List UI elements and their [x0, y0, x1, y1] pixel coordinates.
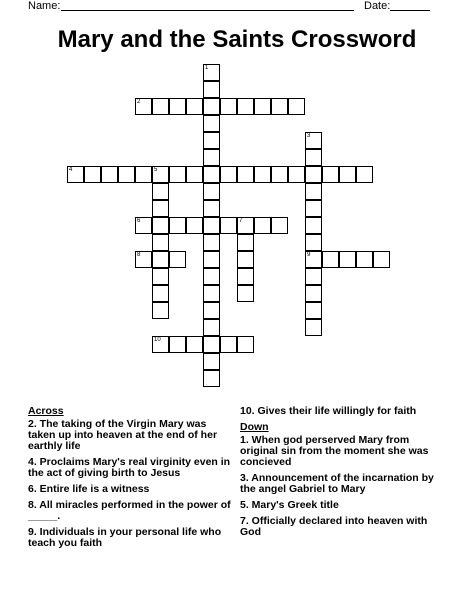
- grid-cell[interactable]: [135, 166, 152, 183]
- grid-cell[interactable]: [305, 200, 322, 217]
- grid-cell[interactable]: [186, 166, 203, 183]
- grid-cell[interactable]: [237, 336, 254, 353]
- grid-cell[interactable]: [101, 166, 118, 183]
- grid-cell[interactable]: [271, 166, 288, 183]
- grid-cell[interactable]: [203, 132, 220, 149]
- grid-cell[interactable]: [152, 166, 169, 183]
- grid-cell[interactable]: [288, 98, 305, 115]
- clues-column-right: [240, 406, 445, 543]
- clue-across-6: 6. Entire life is a witness: [28, 483, 150, 495]
- grid-cell[interactable]: [237, 217, 254, 234]
- grid-cell[interactable]: [135, 251, 152, 268]
- clue-down-1: 1. When god perserved Mary from original sin from the moment she was concieved: [240, 434, 429, 468]
- grid-cell[interactable]: [135, 98, 152, 115]
- grid-cell[interactable]: [186, 336, 203, 353]
- grid-cell[interactable]: [203, 149, 220, 166]
- clue-number: 8: [137, 252, 141, 258]
- grid-cell[interactable]: [203, 268, 220, 285]
- grid-cell[interactable]: [220, 166, 237, 183]
- grid-cell[interactable]: [203, 336, 220, 353]
- grid-cell[interactable]: [152, 234, 169, 251]
- grid-cell[interactable]: [373, 251, 390, 268]
- grid-cell[interactable]: [339, 166, 356, 183]
- grid-cell[interactable]: [135, 217, 152, 234]
- clue-number: 2: [137, 99, 141, 105]
- grid-cell[interactable]: [203, 234, 220, 251]
- clue-across-2: 2. The taking of the Virgin Mary was taken up into heaven at the end of her earthly life: [28, 418, 218, 452]
- grid-cell[interactable]: [339, 251, 356, 268]
- grid-cell[interactable]: [152, 98, 169, 115]
- grid-cell[interactable]: [152, 200, 169, 217]
- grid-cell[interactable]: [305, 183, 322, 200]
- grid-cell[interactable]: [203, 115, 220, 132]
- grid-cell[interactable]: [118, 166, 135, 183]
- clues-column-left: [28, 406, 233, 554]
- clue-down-3: 3. Announcement of the incarnation by the angel Gabriel to Mary: [240, 472, 434, 495]
- grid-cell[interactable]: [203, 370, 220, 387]
- clue-across-4: 4. Proclaims Mary's real virginity even in the act of giving birth to Jesus: [28, 456, 231, 479]
- grid-cell[interactable]: [305, 234, 322, 251]
- grid-cell[interactable]: [254, 166, 271, 183]
- grid-cell[interactable]: [305, 302, 322, 319]
- clue-number: 7: [239, 218, 243, 224]
- clue-across-10: 10. Gives their life willingly for faith: [240, 405, 417, 417]
- grid-cell[interactable]: [220, 217, 237, 234]
- grid-cell[interactable]: [67, 166, 84, 183]
- clue-across-8: 8. All miracles performed in the power of _____.: [28, 499, 231, 522]
- grid-cell[interactable]: [237, 268, 254, 285]
- grid-cell[interactable]: [152, 285, 169, 302]
- grid-cell[interactable]: [203, 81, 220, 98]
- grid-cell[interactable]: [220, 98, 237, 115]
- grid-cell[interactable]: [152, 217, 169, 234]
- grid-cell[interactable]: [271, 98, 288, 115]
- date-label: Date:: [364, 0, 391, 12]
- grid-cell[interactable]: [169, 98, 186, 115]
- clue-across-9: 9. Individuals in your personal life who teach you faith: [28, 526, 222, 549]
- clue-down-7: 7. Officially declared into heaven with God: [240, 515, 428, 538]
- grid-cell[interactable]: [169, 336, 186, 353]
- grid-cell[interactable]: [237, 166, 254, 183]
- clue-down-5: 5. Mary's Greek title: [240, 499, 339, 511]
- clue-number: 9: [307, 252, 311, 258]
- grid-cell[interactable]: [203, 353, 220, 370]
- grid-cell[interactable]: [152, 302, 169, 319]
- grid-cell[interactable]: [305, 268, 322, 285]
- clue-number: 3: [307, 133, 311, 139]
- grid-cell[interactable]: [305, 132, 322, 149]
- grid-cell[interactable]: [237, 285, 254, 302]
- grid-cell[interactable]: [203, 64, 220, 81]
- down-heading: Down: [240, 421, 269, 433]
- grid-cell[interactable]: [152, 183, 169, 200]
- grid-cell[interactable]: [254, 217, 271, 234]
- grid-cell[interactable]: [356, 166, 373, 183]
- grid-cell[interactable]: [305, 285, 322, 302]
- grid-cell[interactable]: [84, 166, 101, 183]
- grid-cell[interactable]: [254, 98, 271, 115]
- grid-cell[interactable]: [305, 319, 322, 336]
- grid-cell[interactable]: [305, 217, 322, 234]
- grid-cell[interactable]: [356, 251, 373, 268]
- grid-cell[interactable]: [203, 98, 220, 115]
- grid-cell[interactable]: [322, 166, 339, 183]
- clue-number: 5: [154, 167, 158, 173]
- grid-cell[interactable]: [271, 217, 288, 234]
- grid-cell[interactable]: [220, 336, 237, 353]
- grid-cell[interactable]: [186, 98, 203, 115]
- grid-cell[interactable]: [203, 302, 220, 319]
- grid-cell[interactable]: [152, 268, 169, 285]
- name-label: Name:: [28, 0, 61, 12]
- grid-cell[interactable]: [152, 251, 169, 268]
- grid-cell[interactable]: [169, 251, 186, 268]
- clue-number: 1: [205, 65, 209, 71]
- clue-number: 6: [137, 218, 141, 224]
- grid-cell[interactable]: [305, 251, 322, 268]
- grid-cell[interactable]: [186, 217, 203, 234]
- grid-cell[interactable]: [305, 149, 322, 166]
- page-title: Mary and the Saints Crossword: [57, 26, 417, 53]
- grid-cell[interactable]: [288, 166, 305, 183]
- grid-cell[interactable]: [169, 217, 186, 234]
- grid-cell[interactable]: [152, 336, 169, 353]
- grid-cell[interactable]: [322, 251, 339, 268]
- grid-cell[interactable]: [203, 251, 220, 268]
- grid-cell[interactable]: [237, 98, 254, 115]
- grid-cell[interactable]: [203, 200, 220, 217]
- grid-cell[interactable]: [203, 319, 220, 336]
- grid-cell[interactable]: [203, 217, 220, 234]
- grid-cell[interactable]: [305, 166, 322, 183]
- clue-number: 4: [69, 167, 73, 173]
- grid-cell[interactable]: [203, 166, 220, 183]
- grid-cell[interactable]: [203, 285, 220, 302]
- clue-number: 10: [154, 337, 161, 343]
- grid-cell[interactable]: [169, 166, 186, 183]
- across-heading: Across: [28, 405, 64, 417]
- grid-cell[interactable]: [237, 234, 254, 251]
- grid-cell[interactable]: [203, 183, 220, 200]
- grid-cell[interactable]: [237, 251, 254, 268]
